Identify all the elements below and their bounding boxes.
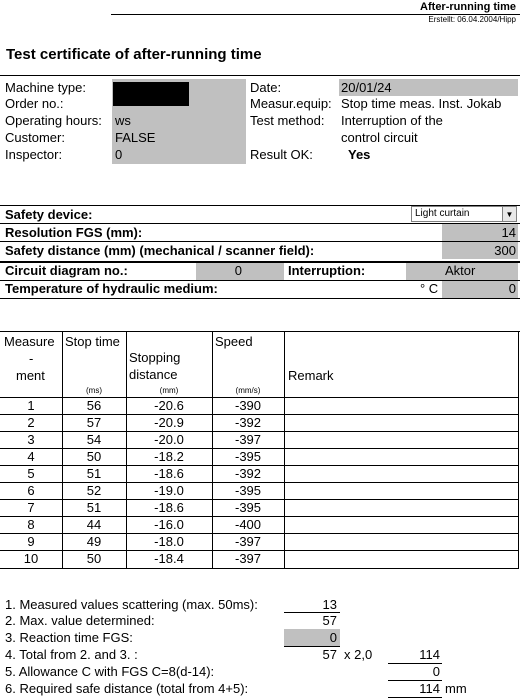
resolution-value[interactable]: 14 bbox=[501, 225, 516, 240]
speed-cell[interactable]: -390 bbox=[234, 398, 262, 413]
col-measure-2: - bbox=[29, 351, 34, 366]
measure-no-cell[interactable]: 5 bbox=[27, 466, 35, 481]
result-value[interactable]: Yes bbox=[348, 147, 371, 162]
summary-value-4b[interactable]: 114 bbox=[419, 647, 440, 662]
safety-bottom-rule bbox=[0, 298, 520, 299]
stop-time-cell[interactable]: 49 bbox=[86, 534, 102, 549]
stopping-distance-cell[interactable]: -20.6 bbox=[154, 398, 184, 413]
stopping-distance-cell[interactable]: -19.0 bbox=[154, 483, 184, 498]
stop-time-cell[interactable]: 56 bbox=[86, 398, 102, 413]
summary-label-3: 3. Reaction time FGS: bbox=[5, 630, 133, 645]
info-top-rule bbox=[0, 75, 520, 76]
col-stopping-1: Stopping bbox=[129, 350, 181, 365]
unit-mm: (mm) bbox=[159, 386, 179, 395]
safety-distance-label: Safety distance (mm) (mechanical / scanner field): bbox=[5, 243, 315, 258]
stop-time-cell[interactable]: 52 bbox=[86, 483, 102, 498]
safety-distance-value[interactable]: 300 bbox=[494, 243, 516, 258]
speed-cell[interactable]: -397 bbox=[234, 534, 262, 549]
stopping-distance-cell[interactable]: -18.0 bbox=[154, 534, 184, 549]
stop-time-cell[interactable]: 44 bbox=[86, 517, 102, 532]
stop-time-cell[interactable]: 54 bbox=[86, 432, 102, 447]
machine-type-label: Machine type: bbox=[5, 80, 86, 95]
summary-value-1[interactable]: 13 bbox=[322, 597, 337, 612]
summary-unit-6: mm bbox=[445, 681, 467, 696]
summary-rule-6 bbox=[388, 697, 442, 698]
safety-device-label: Safety device: bbox=[5, 207, 93, 222]
created-note: Erstellt: 06.04.2004/Hipp bbox=[428, 15, 516, 24]
speed-cell[interactable]: -397 bbox=[234, 432, 262, 447]
summary-label-4: 4. Total from 2. and 3. : bbox=[5, 647, 138, 662]
temperature-fill bbox=[442, 281, 518, 298]
stopping-distance-cell[interactable]: -18.2 bbox=[154, 449, 184, 464]
multiplier: x 2,0 bbox=[344, 647, 373, 662]
summary-label-6: 6. Required safe distance (total from 4+5): bbox=[5, 681, 249, 696]
summary-label-1: 1. Measured values scattering (max. 50ms): bbox=[5, 597, 258, 612]
test-method-label: Test method: bbox=[250, 113, 325, 128]
col-remark: Remark bbox=[288, 368, 334, 383]
summary-value-4[interactable]: 57 bbox=[322, 647, 337, 662]
stopping-distance-cell[interactable]: -20.9 bbox=[154, 415, 184, 430]
measure-no-cell[interactable]: 1 bbox=[27, 398, 35, 413]
redacted-block bbox=[113, 82, 189, 106]
interruption-label: Interruption: bbox=[288, 263, 366, 278]
speed-cell[interactable]: -400 bbox=[234, 517, 262, 532]
stopping-distance-cell[interactable]: -18.6 bbox=[154, 500, 184, 515]
col-speed: Speed bbox=[215, 334, 253, 349]
resolution-label: Resolution FGS (mm): bbox=[5, 225, 143, 240]
unit-ms: (ms) bbox=[86, 386, 102, 395]
summary-value-3[interactable]: 0 bbox=[329, 630, 337, 645]
stopping-distance-cell[interactable]: -18.4 bbox=[154, 551, 184, 566]
measure-no-cell[interactable]: 10 bbox=[23, 551, 39, 566]
operating-hours-value[interactable]: ws bbox=[115, 113, 131, 128]
col-stopping-2: distance bbox=[129, 367, 178, 382]
temperature-unit: ° C bbox=[420, 281, 439, 296]
stop-time-cell[interactable]: 57 bbox=[86, 415, 102, 430]
stop-time-cell[interactable]: 51 bbox=[86, 466, 102, 481]
temperature-label: Temperature of hydraulic medium: bbox=[5, 281, 218, 296]
operating-hours-label: Operating hours: bbox=[5, 113, 102, 128]
unit-mms: (mm/s) bbox=[235, 386, 261, 395]
speed-cell[interactable]: -397 bbox=[234, 551, 262, 566]
measure-no-cell[interactable]: 8 bbox=[27, 517, 35, 532]
measure-no-cell[interactable]: 7 bbox=[27, 500, 35, 515]
safety-device-dropdown[interactable] bbox=[411, 206, 517, 222]
circuit-label: Circuit diagram no.: bbox=[5, 263, 128, 278]
speed-cell[interactable]: -395 bbox=[234, 500, 262, 515]
chevron-down-icon[interactable]: ▼ bbox=[502, 207, 516, 221]
measure-no-cell[interactable]: 4 bbox=[27, 449, 35, 464]
table-top-rule bbox=[0, 331, 520, 332]
measure-no-cell[interactable]: 3 bbox=[27, 432, 35, 447]
speed-cell[interactable]: -392 bbox=[234, 415, 262, 430]
date-value[interactable]: 20/01/24 bbox=[341, 80, 392, 95]
temperature-value[interactable]: 0 bbox=[508, 281, 516, 296]
customer-value[interactable]: FALSE bbox=[115, 130, 156, 145]
measur-value[interactable]: Stop time meas. Inst. Jokab bbox=[341, 96, 502, 111]
safety-device-value: Light curtain bbox=[415, 208, 470, 219]
summary-value-6[interactable]: 114 bbox=[419, 681, 440, 696]
stopping-distance-cell[interactable]: -18.6 bbox=[154, 466, 184, 481]
date-label: Date: bbox=[250, 80, 282, 95]
inspector-value[interactable]: 0 bbox=[115, 147, 123, 162]
speed-cell[interactable]: -392 bbox=[234, 466, 262, 481]
stop-time-cell[interactable]: 50 bbox=[86, 449, 102, 464]
stopping-distance-cell[interactable]: -16.0 bbox=[154, 517, 184, 532]
table-bottom-rule bbox=[0, 568, 519, 569]
summary-label-2: 2. Max. value determined: bbox=[5, 613, 155, 628]
speed-cell[interactable]: -395 bbox=[234, 449, 262, 464]
summary-label-5: 5. Allowance C with FGS C=8(d-14): bbox=[5, 664, 215, 679]
stopping-distance-cell[interactable]: -20.0 bbox=[154, 432, 184, 447]
customer-label: Customer: bbox=[5, 130, 65, 145]
inspector-label: Inspector: bbox=[5, 147, 63, 162]
measur-label: Measur.equip: bbox=[250, 96, 332, 111]
result-label: Result OK: bbox=[250, 147, 313, 162]
stop-time-cell[interactable]: 51 bbox=[86, 500, 102, 515]
col-measure-3: ment bbox=[16, 368, 45, 383]
order-no-label: Order no.: bbox=[5, 96, 64, 111]
doc-title: After-running time bbox=[420, 1, 516, 13]
stop-time-cell[interactable]: 50 bbox=[86, 551, 102, 566]
page-title: Test certificate of after-running time bbox=[6, 46, 262, 63]
measure-no-cell[interactable]: 2 bbox=[27, 415, 35, 430]
interruption-value[interactable]: Aktor bbox=[445, 263, 476, 278]
col-stop-time: Stop time bbox=[65, 334, 120, 349]
circuit-value[interactable]: 0 bbox=[234, 263, 242, 278]
test-method-value-2[interactable]: control circuit bbox=[341, 130, 418, 145]
measure-no-cell[interactable]: 6 bbox=[27, 483, 35, 498]
summary-value-5[interactable]: 0 bbox=[432, 664, 440, 679]
summary-value-2[interactable]: 57 bbox=[322, 613, 337, 628]
speed-cell[interactable]: -395 bbox=[234, 483, 262, 498]
col-measure-1: Measure bbox=[4, 334, 55, 349]
measure-no-cell[interactable]: 9 bbox=[27, 534, 35, 549]
test-method-value-1[interactable]: Interruption of the bbox=[341, 113, 443, 128]
